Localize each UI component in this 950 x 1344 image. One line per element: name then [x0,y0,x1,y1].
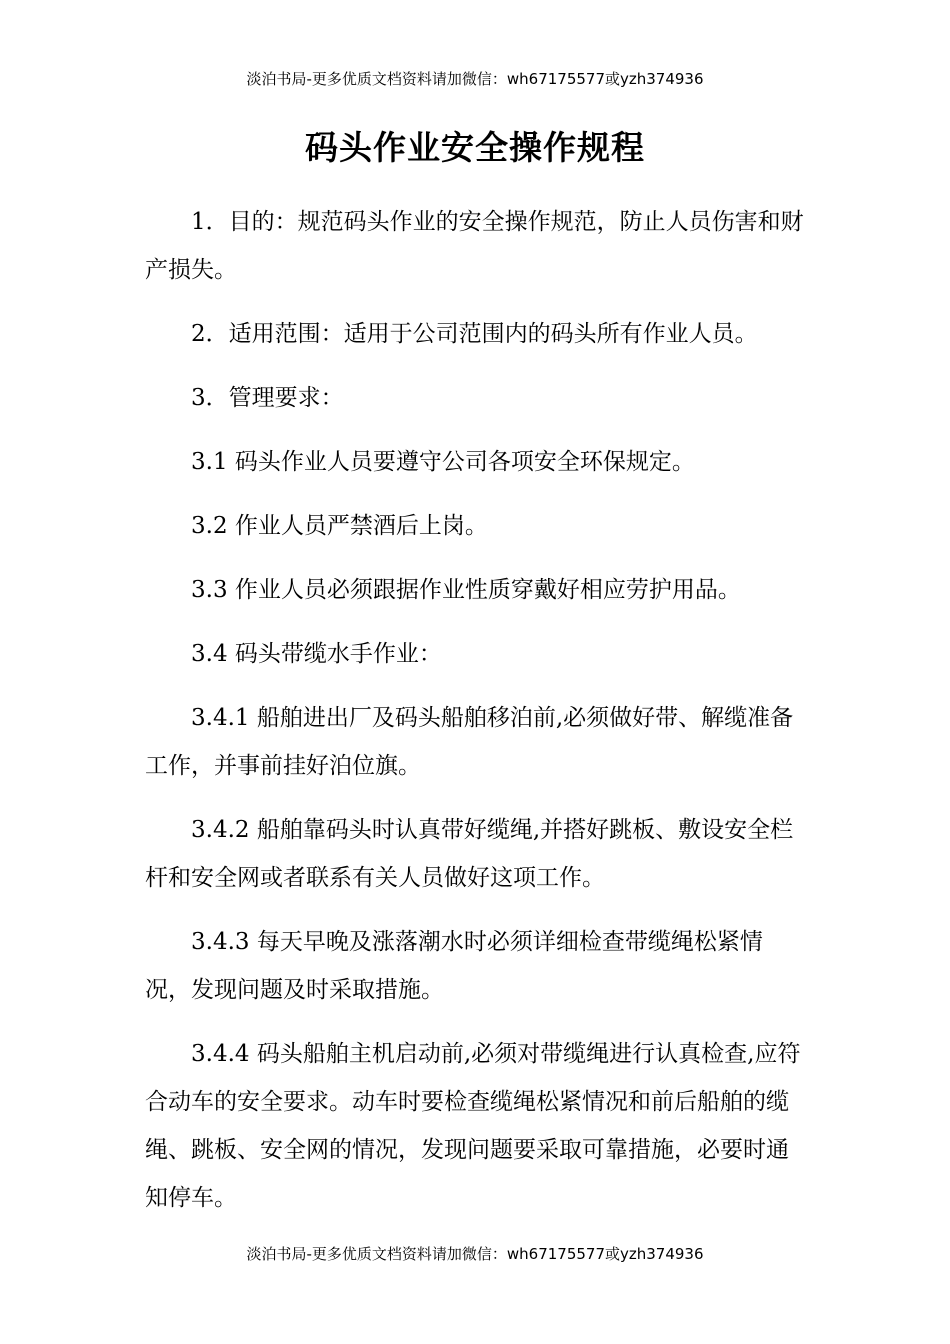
document-body [145,198,805,1238]
paragraph-3-4-3: 3.4.3 每天早晚及涨落潮水时必须详细检查带缆绳松紧情况，发现问题及时采取措施。 [145,929,763,1003]
paragraph-purpose: 1．目的：规范码头作业的安全操作规范，防止人员伤害和财产损失。 [145,209,804,283]
paragraph-scope: 2．适用范围：适用于公司范围内的码头所有作业人员。 [191,321,758,347]
header-watermark-note: 淡泊书局-更多优质文档资料请加微信：wh67175577或yzh374936 [246,70,704,88]
paragraph-requirements-heading: 3．管理要求： [191,385,344,411]
paragraph-3-4: 3.4 码头带缆水手作业： [191,641,442,667]
paragraph-3-4-2: 3.4.2 船舶靠码头时认真带好缆绳,并搭好跳板、敷设安全栏杆和安全网或者联系有关人员做好这项工作。 [145,817,794,891]
paragraph-3-3: 3.3 作业人员必须跟据作业性质穿戴好相应劳护用品。 [191,577,741,603]
paragraph-3-4-4: 3.4.4 码头船舶主机启动前,必须对带缆绳进行认真检查,应符合动车的安全要求。动车时要检查缆绳松紧情况和前后船舶的缆绳、跳板、安全网的情况，发现问题要采取可靠措施，必要时通知停车。 [145,1041,801,1211]
paragraph-3-1: 3.1 码头作业人员要遵守公司各项安全环保规定。 [191,449,695,475]
paragraph-3-2: 3.2 作业人员严禁酒后上岗。 [191,513,488,539]
document-title: 码头作业安全操作规程 [305,128,645,167]
footer-watermark-note: 淡泊书局-更多优质文档资料请加微信：wh67175577或yzh374936 [246,1245,704,1263]
paragraph-3-4-1: 3.4.1 船舶进出厂及码头船舶移泊前,必须做好带、解缆准备工作，并事前挂好泊位旗。 [145,705,794,779]
